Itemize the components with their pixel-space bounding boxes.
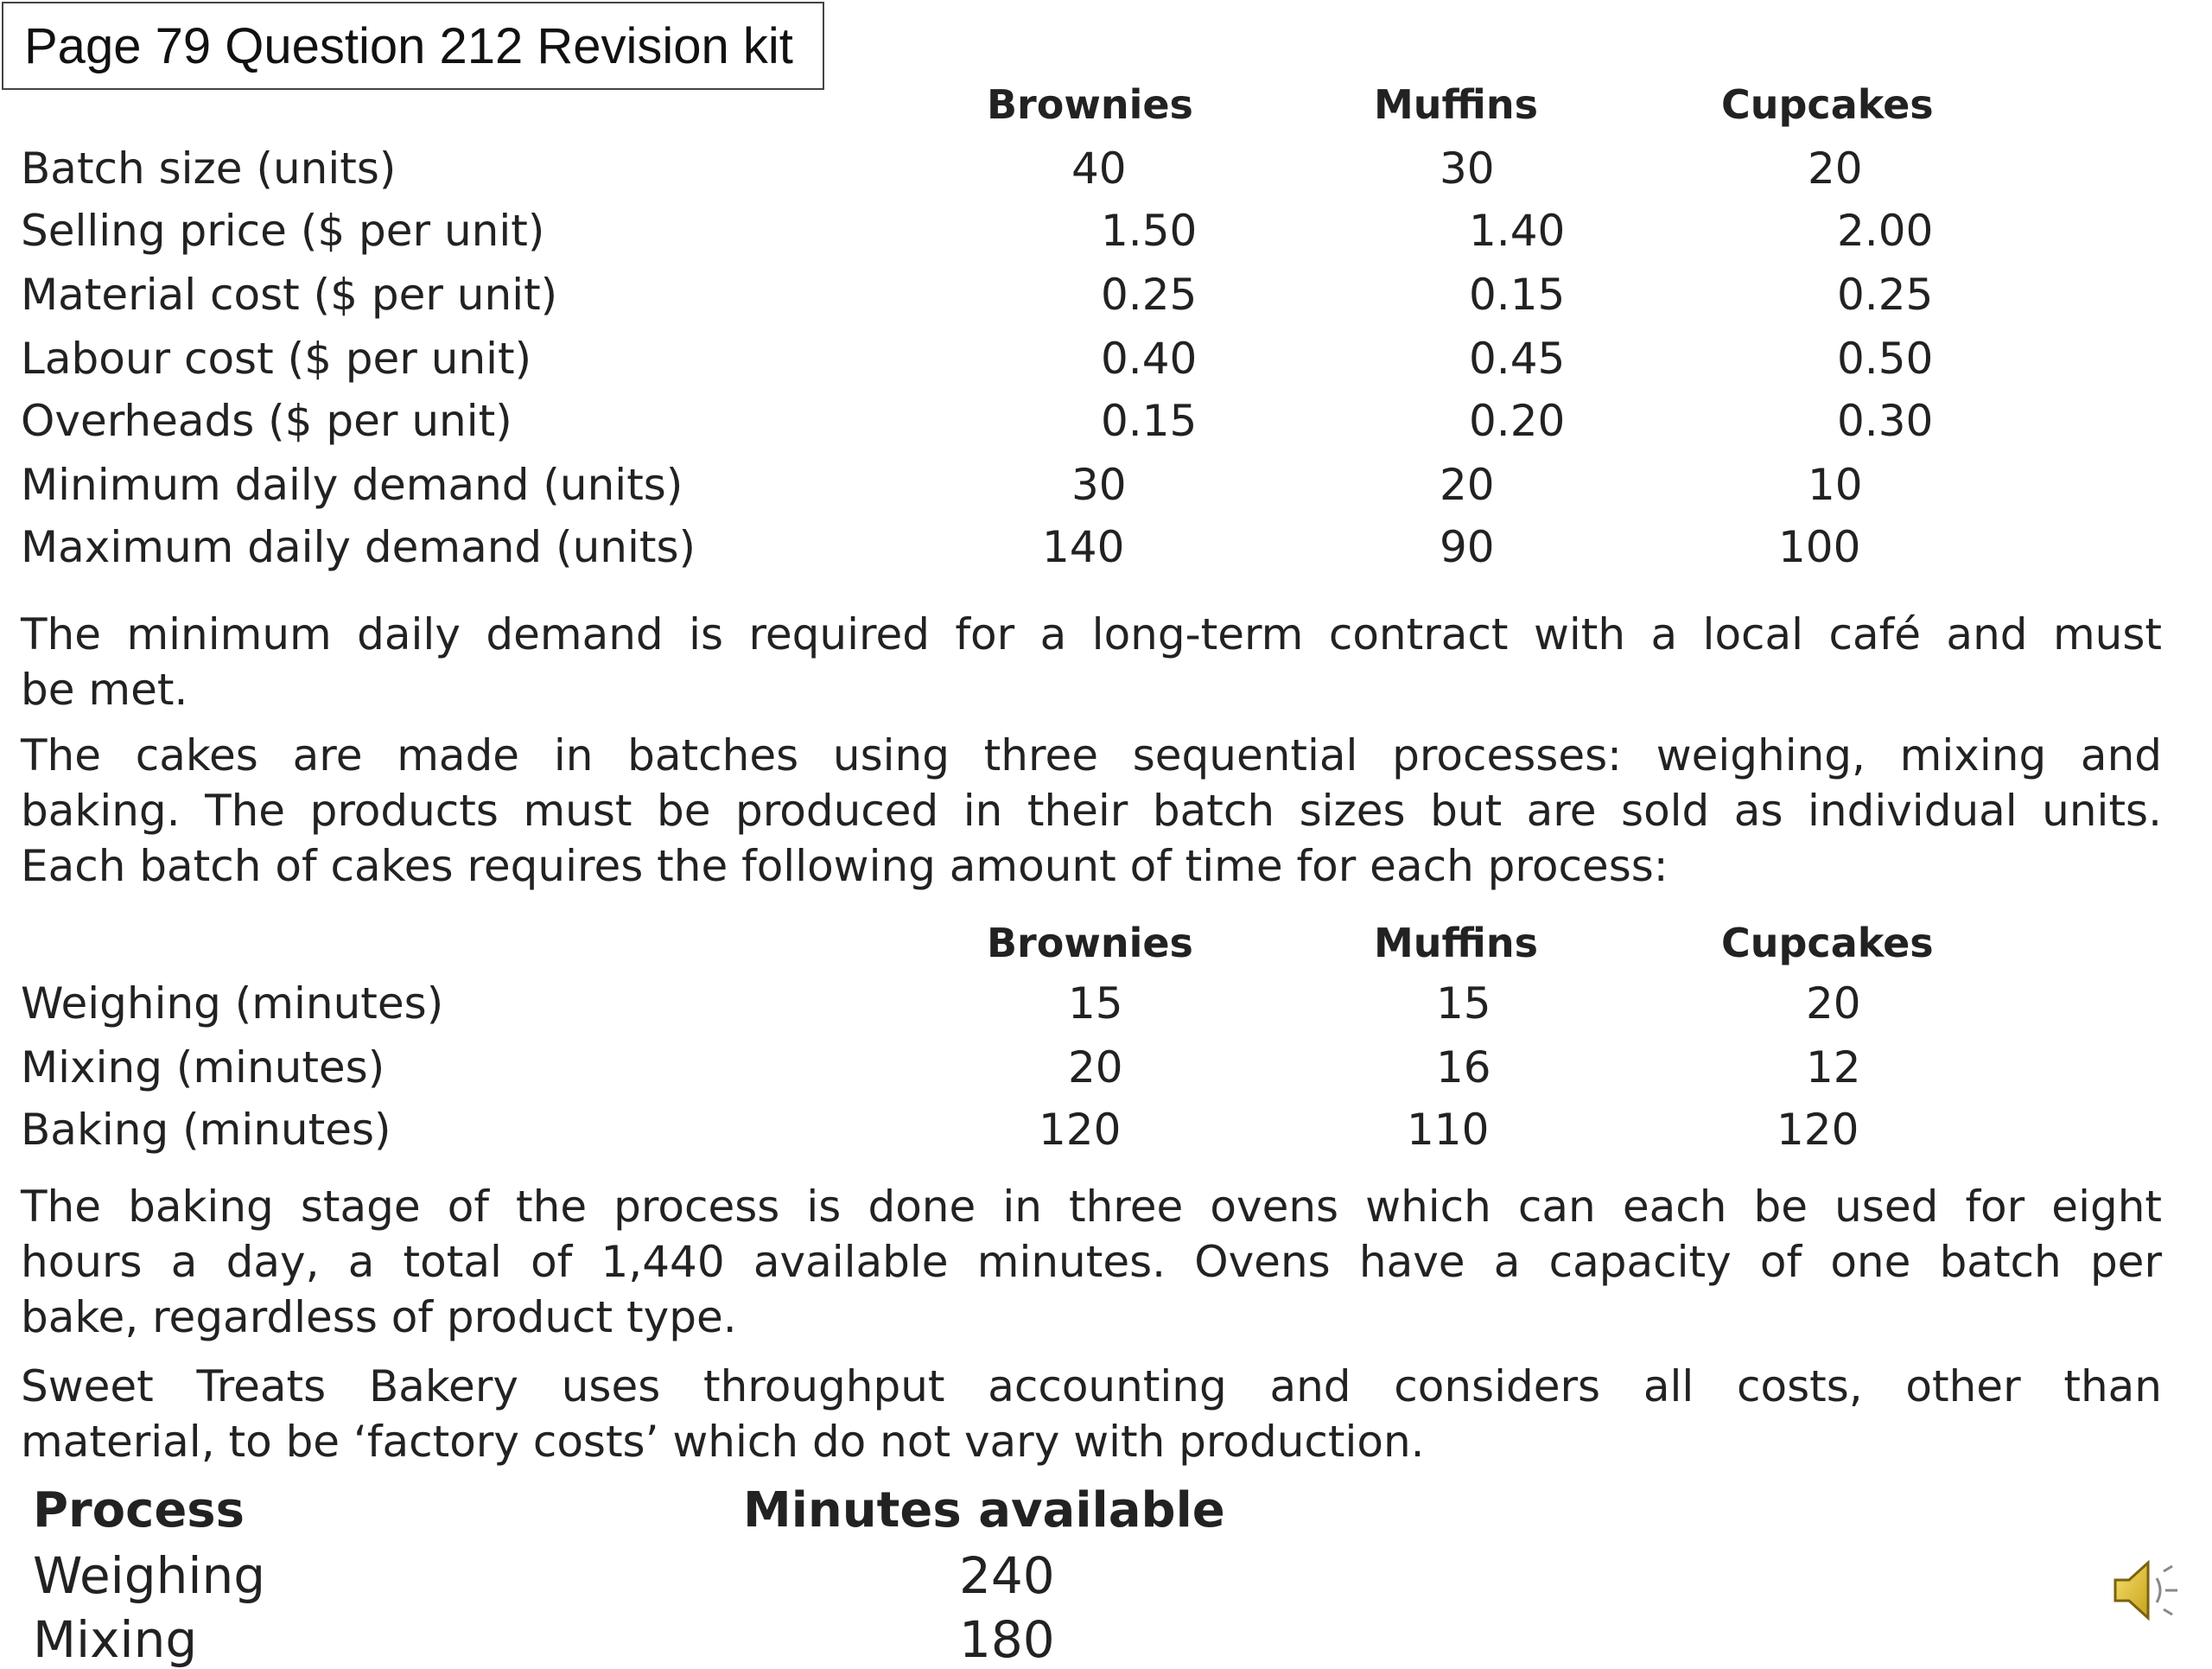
paragraph-line: bake, regardless of product type. [21, 1292, 737, 1342]
paragraph-line: The cakes are made in batches using three sequential processes: weighing, mixing and [21, 730, 2162, 780]
row-label: Mixing (minutes) [21, 1042, 385, 1092]
row-label: Overheads ($ per unit) [21, 396, 512, 446]
paragraph-line: Each batch of cakes requires the following amount of time for each process: [21, 841, 1669, 891]
cell: 100 [1778, 522, 1861, 572]
cell: 0.15 [1469, 270, 1566, 320]
paragraph-line: Sweet Treats Bakery uses throughput accounting and considers all costs, other than [21, 1361, 2162, 1411]
page-title: Page 79 Question 212 Revision kit [2, 2, 824, 90]
paragraph-line: The baking stage of the process is done in three ovens which can each be used for eight [21, 1182, 2162, 1232]
cell: 0.40 [1101, 334, 1198, 384]
cell: 20 [1806, 978, 1861, 1029]
header-process: Process [33, 1482, 245, 1538]
cell: 15 [1436, 978, 1491, 1029]
cell: 20 [1440, 460, 1495, 510]
paragraph-line: The minimum daily demand is required for a long-term contract with a local café and must [21, 609, 2162, 659]
header-cupcakes: Cupcakes [1721, 81, 1934, 128]
header-minutes-available: Minutes available [743, 1482, 1225, 1538]
header-muffins: Muffins [1374, 920, 1538, 966]
row-label: Maximum daily demand (units) [21, 522, 696, 572]
paragraph-line: baking. The products must be produced in their batch sizes but are sold as individual units. [21, 786, 2162, 836]
cell: 1.50 [1101, 206, 1198, 256]
cell: 1.40 [1469, 206, 1566, 256]
cell: 20 [1808, 143, 1863, 194]
cell: 110 [1407, 1105, 1490, 1155]
row-label: Material cost ($ per unit) [21, 270, 558, 320]
cell: 0.15 [1101, 396, 1198, 446]
cell: 30 [1071, 460, 1127, 510]
speaker-icon[interactable] [2108, 1556, 2186, 1625]
cell: 0.30 [1837, 396, 1934, 446]
cell: 240 [959, 1546, 1055, 1605]
row-label: Batch size (units) [21, 143, 397, 194]
paragraph-throughput [21, 1359, 2162, 1469]
header-brownies: Brownies [987, 920, 1193, 966]
cell: 120 [1777, 1105, 1859, 1155]
paragraph-minimum-demand [21, 607, 2162, 717]
paragraph-line: material, to be ‘factory costs’ which do not vary with production. [21, 1417, 1425, 1467]
row-label: Baking (minutes) [21, 1105, 391, 1155]
paragraph-line: be met. [21, 665, 188, 715]
cell: 16 [1436, 1042, 1491, 1092]
header-cupcakes: Cupcakes [1721, 920, 1934, 966]
cell: 90 [1440, 522, 1495, 572]
cell: 180 [959, 1610, 1055, 1669]
cell: 12 [1806, 1042, 1861, 1092]
cell: 40 [1071, 143, 1127, 194]
cell: 140 [1042, 522, 1125, 572]
row-label: Mixing [33, 1610, 198, 1669]
row-label: Labour cost ($ per unit) [21, 334, 532, 384]
header-brownies: Brownies [987, 81, 1193, 128]
paragraph-processes [21, 728, 2162, 894]
header-muffins: Muffins [1374, 81, 1538, 128]
cell: 0.50 [1837, 334, 1934, 384]
paragraph-line: hours a day, a total of 1,440 available minutes. Ovens have a capacity of one batch per [21, 1237, 2162, 1287]
cell: 0.25 [1837, 270, 1934, 320]
cell: 30 [1440, 143, 1495, 194]
cell: 2.00 [1837, 206, 1934, 256]
row-label: Weighing [33, 1546, 266, 1605]
row-label: Minimum daily demand (units) [21, 460, 683, 510]
cell: 0.20 [1469, 396, 1566, 446]
row-label: Weighing (minutes) [21, 978, 444, 1029]
paragraph-baking-ovens [21, 1179, 2162, 1345]
cell: 20 [1068, 1042, 1123, 1092]
row-label: Selling price ($ per unit) [21, 206, 545, 256]
cell: 0.45 [1469, 334, 1566, 384]
cell: 0.25 [1101, 270, 1198, 320]
cell: 120 [1039, 1105, 1122, 1155]
cell: 10 [1808, 460, 1863, 510]
cell: 15 [1068, 978, 1123, 1029]
